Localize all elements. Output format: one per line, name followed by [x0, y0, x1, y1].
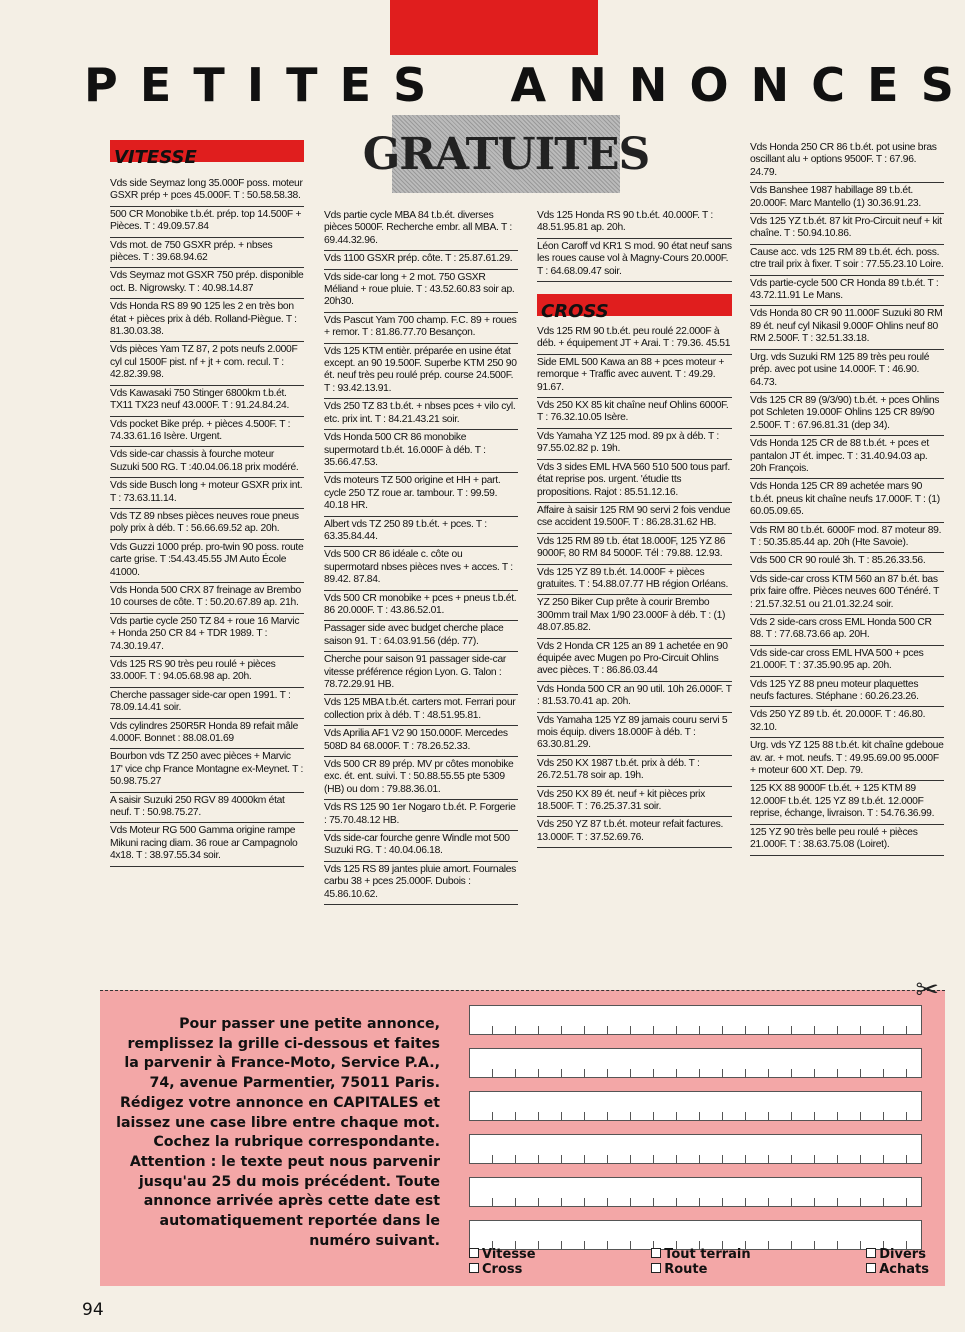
classified-ad: Vds 125 YZ 88 pneu moteur plaquettes neufs factures. Stéphane : 60.26.23.26.: [750, 677, 944, 708]
classified-ad: Vds Honda 80 CR 90 11.000F Suzuki 80 RM 89 ét. neuf cyl Nikasil 9.000F Ohlins neuf 80 RM 2.500F. T : 32.51.33.18.: [750, 306, 944, 349]
classified-ad: Urg. vds YZ 125 88 t.b.ét. kit chaîne gdeboue av. ar. + mot. neufs. T : 49.95.69.00 95.000F + moteur 600 XT. Dep. 79.: [750, 738, 944, 781]
classified-ad: A saisir Suzuki 250 RGV 89 4000km état neuf. T : 50.98.75.27.: [110, 793, 304, 824]
classified-ad: Vds RM 80 t.b.ét. 6000F mod. 87 moteur 89. T : 50.35.85.44 ap. 20h (Hte Savoie).: [750, 523, 944, 554]
classified-ad: Cherche pour saison 91 passager side-car vitesse préférence région Lyon. G. Talon : 78.72.29.91 HB.: [324, 652, 518, 695]
classified-ad: Vds Honda 500 CR an 90 util. 10h 26.000F. T : 81.53.70.41 ap. 20h.: [537, 682, 732, 713]
grid-row[interactable]: [469, 1005, 922, 1035]
page-number: 94: [82, 1300, 104, 1320]
classified-ad: Vds 125 YZ t.b.ét. 87 kit Pro-Circuit neuf + kit chaîne. T : 50.94.10.86.: [750, 214, 944, 245]
page-title: [84, 58, 954, 112]
classified-ad: Vds 2 side-cars cross EML Honda 500 CR 88. T : 77.68.73.66 ap. 20H.: [750, 615, 944, 646]
classified-ad: Vds Honda 500 CRX 87 freinage av Brembo 10 courses de côte. T : 50.20.67.89 ap. 21h.: [110, 583, 304, 614]
classified-ad: YZ 250 Biker Cup prête à courir Brembo 300mm trail Max 1/90 23.000F à déb. T : (1) 48.07.85.82.: [537, 595, 732, 638]
classified-ad: Vds partie-cycle 500 CR Honda 89 t.b.ét. T : 43.72.11.91 Le Mans.: [750, 276, 944, 307]
classified-ad: Vds Guzzi 1000 prép. pro-twin 90 poss. route carte grise. T :54.43.45.55 JM Auto École 41000.: [110, 540, 304, 583]
classified-ad: Vds 3 sides EML HVA 560 510 500 tous parf. état reprise pos. urgent. 'étudie tts propositions. Rajot : 85.51.12.16.: [537, 460, 732, 503]
classified-ad: Vds partie cycle 250 TZ 84 + roue 16 Marvic + Honda 250 CR 84 + TDR 1989. T : 74.30.19.47.: [110, 614, 304, 657]
section-header-vitesse: [110, 140, 304, 168]
grid-row[interactable]: [469, 1220, 922, 1250]
classified-ad: Vds side-car cross KTM 560 an 87 b.ét. bas prix faire offre. Pièces neuves 600 Ténéré. T : 21.57.32.51 ou 21.01.32.24 soir.: [750, 572, 944, 615]
category-checkboxes: [469, 1247, 929, 1277]
submission-form: [100, 974, 945, 1286]
classified-ad: Vds side Busch long + moteur GSXR prix int. T : 73.63.11.14.: [110, 478, 304, 509]
classified-ad: Vds side-car cross EML HVA 500 + pces 21.000F. T : 37.35.90.95 ap. 20h.: [750, 646, 944, 677]
form-instructions: Pour passer une petite annonce, remplissez la grille ci-dessous et faites la parvenir à France-Moto, Service P.A., 74, avenue Parmentier, 75011 Paris. Rédigez votre annonce en CAPITALES et laissez une case libre entre chaque mot. Cochez la rubrique correspondante. Attention : le texte peut nous parvenir jusqu'au 25 du mois précédent. Toute annonce arrivée après cette date est automatiquement reportée dans le numéro suivant.: [116, 1016, 440, 1249]
classified-ad: Vds 125 YZ 89 t.b.ét. 14.000F + pièces gratuites. T : 54.88.07.77 HB région Orléans.: [537, 565, 732, 596]
classified-ad: Vds 250 KX 85 kit chaîne neuf Ohlins 6000F. T : 76.32.10.05 Isère.: [537, 398, 732, 429]
checkbox-cross[interactable]: Cross: [469, 1262, 536, 1277]
classified-ad: Bourbon vds TZ 250 avec pièces + Marvic 17' vice chp France Montagne ex-Meynet. T : 50.98.75.27: [110, 749, 304, 792]
grid-row[interactable]: [469, 1134, 922, 1164]
column-1: [110, 140, 304, 867]
classified-ad: Vds 250 YZ 87 t.b.ét. moteur refait factures. 13.000F. T : 37.52.69.76.: [537, 817, 732, 848]
classified-ad: Side EML 500 Kawa an 88 + pces moteur + remorque + Traffic avec auvent. T : 49.29. 91.67.: [537, 355, 732, 398]
section-title-vitesse: VITESSE: [114, 147, 197, 168]
checkbox-tout-terrain[interactable]: Tout terrain: [651, 1247, 750, 1262]
classified-ad: Vds partie cycle MBA 84 t.b.ét. diverses pièces 5000F. Recherche embr. all MBA. T : 69.44.32.96.: [324, 208, 518, 251]
classified-ad: Vds Banshee 1987 habillage 89 t.b.ét. 20.000F. Marc Mantello (1) 30.36.91.23.: [750, 183, 944, 214]
classified-ad: Vds 125 KTM entièr. préparée en usine état except. an 90 19.500F. Superbe KTM 250 90 ét. neuf très peu roulé prép. course 24.500F. T : 93.42.13.91.: [324, 344, 518, 400]
title-letter: P: [84, 58, 118, 112]
classified-ad: Vds 500 CR 89 prép. MV pr côtes monobike exc. ét. ent. suivi. T : 50.88.55.55 pte 5309 (HB) ou dom : 79.88.36.01.: [324, 757, 518, 800]
classified-ad: Vds side-car chassis à fourche moteur Suzuki 500 RG. T :40.04.06.18 prix modéré.: [110, 447, 304, 478]
classified-ad: Vds Yamaha 125 YZ 89 jamais couru servi 5 mois équip. divers 18.000F à déb. T : 63.30.81.29.: [537, 713, 732, 756]
title-letter: S: [393, 58, 427, 112]
title-letter: E: [339, 58, 372, 112]
classified-ad: Vds cylindres 250R5R Honda 89 refait mâle 4.000F. Bonnet : 88.08.01.69: [110, 719, 304, 750]
classified-ad: Vds RS 125 90 1er Nogaro t.b.ét. P. Forgerie : 75.70.48.12 HB.: [324, 800, 518, 831]
classified-ad: Vds TZ 89 nbses pièces neuves roue pneus poly prix à déb. T : 56.66.69.52 ap. 20h.: [110, 509, 304, 540]
checkbox-achats[interactable]: Achats: [866, 1262, 929, 1277]
classified-ad: Vds side Seymaz long 35.000F poss. moteur GSXR prép + pces 45.000F. T : 50.58.58.38.: [110, 176, 304, 207]
classified-ad: Albert vds TZ 250 89 t.b.ét. + pces. T : 63.35.84.44.: [324, 517, 518, 548]
classified-ad: Vds 125 RS 89 jantes pluie amort. Fournales carbu 38 + pces 25.000F. Dubois : 45.86.10.62.: [324, 862, 518, 905]
classified-ad: Affaire à saisir 125 RM 90 servi 2 fois vendue cse accident 19.500F. T : 86.28.31.62 HB.: [537, 503, 732, 534]
title-letter: O: [689, 58, 729, 112]
classified-ad: Vds Honda 125 CR de 88 t.b.ét. + pces et pantalon JT ét. impec. T : 31.40.94.03 ap. 20h François.: [750, 436, 944, 479]
title-letter: I: [246, 58, 264, 112]
title-letter: T: [286, 58, 318, 112]
classified-ad: Vds 2 Honda CR 125 an 89 1 achetée en 90 équipée avec Mugen po Pro-Circuit Ohlins avec pièces. T : 86.86.03.44: [537, 639, 732, 682]
classified-ad: Vds 500 CR monobike + pces + pneus t.b.ét. 86 20.000F. T : 43.86.52.01.: [324, 591, 518, 622]
title-letter: E: [139, 58, 172, 112]
section-header-cross: [537, 294, 732, 323]
classified-ad: Vds Moteur RG 500 Gamma origine rampe Mikuni racing diam. 36 roue ar Campagnolo 4x18. T : 38.97.55.34 soir.: [110, 823, 304, 866]
checkbox-vitesse[interactable]: Vitesse: [469, 1247, 536, 1262]
classified-ad: Vds Honda 500 CR 86 monobike supermotard t.b.ét. 16.000F à déb. T : 35.66.47.53.: [324, 430, 518, 473]
grid-row[interactable]: [469, 1177, 922, 1207]
title-letter: N: [750, 58, 790, 112]
checkbox-divers[interactable]: Divers: [866, 1247, 929, 1262]
column-2: [324, 208, 518, 905]
classified-ad: Vds Aprilia AF1 V2 90 150.000F. Mercedes 508D 84 68.000F. T : 78.26.52.33.: [324, 726, 518, 757]
classified-ad: Vds 125 MBA t.b.ét. carters mot. Ferrari pour collection prix à déb. T : 48.51.95.81.: [324, 695, 518, 726]
entry-grid: [469, 1005, 922, 1263]
scissors-icon: ✂: [915, 974, 939, 1005]
title-letter: C: [811, 58, 846, 112]
classified-ad: Vds side-car fourche genre Windle mot 500 Suzuki RG. T : 40.04.06.18.: [324, 831, 518, 862]
classified-ad: Passager side avec budget cherche place saison 91. T : 64.03.91.56 (dép. 77).: [324, 621, 518, 652]
classified-ad: Vds 500 CR 86 idéale c. côte ou supermotard nbses pièces nves + acces. T : 89.42. 87.84.: [324, 547, 518, 590]
classified-ad: Vds 250 TZ 83 t.b.ét. + nbses pces + vilo cyl. etc. prix int. T : 84.21.43.21 soir.: [324, 399, 518, 430]
classified-ad: Vds Yamaha YZ 125 mod. 89 px à déb. T : 97.55.02.82 p. 19h.: [537, 429, 732, 460]
grid-row[interactable]: [469, 1091, 922, 1121]
classified-ad: Vds mot. de 750 GSXR prép. + nbses pièces. T : 39.68.94.62: [110, 238, 304, 269]
classified-ad: Vds moteurs TZ 500 origine et HH + part. cycle 250 TZ roue ar. tambour. T : 99.59. 40.18 HR.: [324, 473, 518, 516]
classified-ad: Vds Honda RS 89 90 125 les 2 en très bon état + pièces prix à déb. Rolland-Piègue. T : 81.30.03.38.: [110, 299, 304, 342]
title-letter: S: [920, 58, 954, 112]
classified-ad: Vds 500 CR 90 roulé 3h. T : 85.26.33.56.: [750, 553, 944, 571]
classified-ad: Urg. vds Suzuki RM 125 89 très peu roulé prép. avec pot usine 14.000F. T : 46.90. 64.73.: [750, 350, 944, 393]
checkbox-route[interactable]: Route: [651, 1262, 750, 1277]
subtitle-gratuites: GRATUITES: [392, 115, 620, 193]
title-gap: [448, 58, 488, 112]
section-title-cross: CROSS: [541, 301, 609, 323]
classified-ad: Vds 250 KX 1987 t.b.ét. prix à déb. T : 26.72.51.78 soir ap. 19h.: [537, 756, 732, 787]
classified-ad: Vds side-car long + 2 mot. 750 GSXR Méliand + roue pluie. T : 43.52.60.83 soir ap. 20h30.: [324, 270, 518, 313]
classified-ad: Vds Kawasaki 750 Stinger 6800km t.b.ét. TX11 TX23 neuf 43.000F. T : 91.24.84.24.: [110, 386, 304, 417]
title-letter: T: [193, 58, 225, 112]
classified-ad: Vds Honda 250 CR 86 t.b.ét. pot usine bras oscillant alu + options 9500F. T : 67.96. 24.79.: [750, 140, 944, 183]
classified-ad: Vds Honda 125 CR 89 achetée mars 90 t.b.ét. pneus kit chaîne neufs 17.000F. T : (1) 60.05.09.65.: [750, 479, 944, 522]
classified-ad: Vds 125 RM 90 t.b.ét. peu roulé 22.000F à déb. + équipement JT + Arai. T : 79.36. 45.51: [537, 324, 732, 355]
title-letter: N: [628, 58, 668, 112]
classified-ad: 125 KX 88 9000F t.b.ét. + 125 KTM 89 12.000F t.b.ét. 125 YZ 89 t.b.ét. 12.000F reprise, échange, livraison. T : 54.76.36.99.: [750, 781, 944, 824]
classified-ad: Vds 1100 GSXR prép. côte. T : 25.87.61.29.: [324, 251, 518, 269]
classified-ad: 500 CR Monobike t.b.ét. prép. top 14.500F + Pièces. T : 49.09.57.84: [110, 207, 304, 238]
classified-ad: Vds 125 RS 90 très peu roulé + pièces 33.000F. T : 94.05.68.98 ap. 20h.: [110, 657, 304, 688]
title-letter: A: [510, 58, 547, 112]
classified-ad: Vds pocket Bike prép. + pièces 4.500F. T : 74.33.61.16 Isère. Urgent.: [110, 417, 304, 448]
classified-ad: Vds Seymaz mot GSXR 750 prép. disponible oct. B. Nigrowsky. T : 40.98.14.87: [110, 268, 304, 299]
title-letter: N: [568, 58, 607, 112]
classified-ad: Vds pièces Yam TZ 87, 2 pots neufs 2.000F cyl cul 1500F pist. nf + jt + com. recul. T : 42.82.39.98.: [110, 342, 304, 385]
classified-ad: Cherche passager side-car open 1991. T : 78.09.14.41 soir.: [110, 688, 304, 719]
classified-ad: Vds 125 Honda RS 90 t.b.ét. 40.000F. T : 48.51.95.81 ap. 20h.: [537, 208, 732, 239]
classified-ad: Vds 250 KX 89 ét. neuf + kit pièces prix 18.500F. T : 76.25.37.31 soir.: [537, 787, 732, 818]
classified-ad: Vds 125 CR 89 (9/3/90) t.b.ét. + pces Ohlins pot Schleten 19.000F Ohlins 125 CR 89/90 2.500F. T : 67.96.81.31 (dep 34).: [750, 393, 944, 436]
classified-ad: Cause acc. vds 125 RM 89 t.b.ét. éch. poss. ctre trail prix à fixer. T soir : 77.55.23.10 Loire.: [750, 245, 944, 276]
grid-row[interactable]: [469, 1048, 922, 1078]
column-3: [537, 208, 732, 848]
classified-ad: 125 YZ 90 très belle peu roulé + pièces 21.000F. T : 38.63.75.08 (Loiret).: [750, 825, 944, 856]
classified-ad: Vds Pascut Yam 700 champ. F.C. 89 + roues + remor. T : 81.86.77.70 Besançon.: [324, 313, 518, 344]
title-letter: E: [867, 58, 899, 112]
classified-ad: Vds 250 YZ 89 t.b. ét. 20.000F. T : 46.80. 32.10.: [750, 707, 944, 738]
classified-ad: Léon Caroff vd KR1 S mod. 90 état neuf sans les roues cause vol à Magny-Cours 20.000F. T : 64.68.09.47 soir.: [537, 239, 732, 282]
header-red-block: [390, 0, 598, 55]
column-4: [750, 140, 944, 856]
classified-ad: Vds 125 RM 89 t.b. état 18.000F, 125 YZ 86 9000F, 80 RM 84 5000F. Tél : 79.88. 12.93.: [537, 534, 732, 565]
